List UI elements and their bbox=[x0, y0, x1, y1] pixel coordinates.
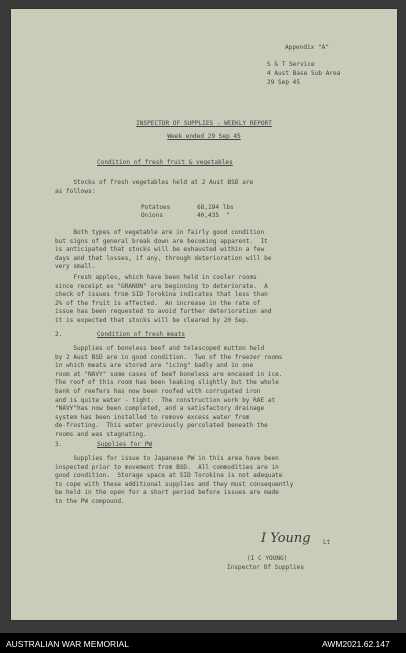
text-line: by 2 Aust BSD are in good condition. Two of the freezer rooms bbox=[55, 353, 283, 361]
document-page bbox=[11, 9, 397, 620]
signature-rank: Lt bbox=[323, 539, 331, 546]
text-line: Supplies of boneless beef and telescoped mutton held bbox=[55, 345, 265, 352]
text-line: it is expected that stocks will be cleared by 20 Sep. bbox=[55, 317, 250, 324]
unit-line-2: 4 Aust Base Sub Area bbox=[267, 70, 341, 77]
stock-qty-potatoes: 68,194 lbs bbox=[197, 204, 234, 211]
archive-footer bbox=[0, 633, 406, 653]
signatory-name: (I C YOUNG) bbox=[247, 555, 288, 562]
stock-qty-onions: 40,435 " bbox=[197, 212, 231, 219]
text-line: very small. bbox=[55, 263, 96, 271]
header-date: 29 Sep 45 bbox=[267, 79, 301, 86]
text-line: Stocks of fresh vegetables held at 2 Aust BSD are bbox=[55, 179, 254, 186]
section-3-number: 3. bbox=[55, 441, 63, 448]
text-line: to the PW compound. bbox=[55, 498, 125, 505]
text-line: 2% of the fruit is affected. An increase in the rate of bbox=[55, 299, 261, 307]
section-2-number: 2. bbox=[55, 331, 63, 338]
section-3-heading: Supplies for PW bbox=[97, 441, 153, 448]
text-line: inspected prior to movement from BSD. All commodities are in bbox=[55, 463, 279, 471]
text-line: "NAVY"has now been completed, and a satisfactory drainage bbox=[55, 405, 265, 413]
text-line: Both types of vegetable are in fairly good condition bbox=[55, 229, 265, 236]
text-line: issue has been requested to avoid further deterioration and bbox=[55, 308, 272, 316]
appendix-label: Appendix "A" bbox=[285, 44, 330, 51]
text-line: in which meats are stored are "icing" badly and in one bbox=[55, 362, 254, 370]
text-line: check of issues from SID Torokina indicates that less than bbox=[55, 291, 268, 299]
text-line: de-frosting. This water previously percolated beneath the bbox=[55, 422, 268, 430]
text-line: rooms and was stagnating. bbox=[55, 431, 147, 438]
handwritten-signature: I Young bbox=[261, 531, 311, 546]
signatory-title: Inspector Of Supplies bbox=[227, 564, 305, 571]
footer-archive-name: AUSTRALIAN WAR MEMORIAL bbox=[6, 639, 129, 649]
text-line: Supplies for issue to Japanese PW in this area have been bbox=[55, 455, 279, 462]
footer-accession-number: AWM2021.62.147 bbox=[322, 639, 390, 649]
section-2-heading: Condition of fresh meats bbox=[97, 331, 186, 338]
text-line: The roof of this room has been leaking slightly but the whole bbox=[55, 379, 279, 387]
text-line: as follows: bbox=[55, 187, 96, 195]
section-1-heading: Condition of fresh fruit & vegetables bbox=[97, 159, 233, 166]
text-line: to cope with these additional supplies and they must consequently bbox=[55, 480, 294, 488]
unit-line-1: S & T Service bbox=[267, 61, 315, 68]
text-line: is anticipated that stocks will be exhausted within a few bbox=[55, 246, 265, 254]
text-line: but signs of general break down are becoming apparent. It bbox=[55, 237, 268, 245]
text-line: since receipt ex "GRANON" are beginning to deteriorate. A bbox=[55, 282, 268, 290]
text-line: good condition. Storage space at SID Torokina is not adequate bbox=[55, 472, 283, 480]
stock-item-onions: Onions bbox=[141, 212, 164, 219]
text-line: and is quite water - tight. The construction work by RAE at bbox=[55, 396, 276, 404]
text-line: Fresh apples, which have been held in cooler rooms bbox=[55, 274, 257, 281]
stock-item-potatoes: Potatoes bbox=[141, 204, 171, 211]
text-line: system has been installed to remove excess water from bbox=[55, 413, 250, 421]
text-line: room at "NAVY" some cases of beef boneless are encased in ice. bbox=[55, 370, 283, 378]
text-line: bank of reefers has now been roofed with corrugated iron bbox=[55, 388, 261, 395]
text-line: be held in the open for a short period before issues are made bbox=[55, 489, 279, 497]
text-line: days and that losses, if any, through deterioration will be bbox=[55, 254, 272, 262]
week-ended: Week ended 29 Sep 45 bbox=[167, 133, 241, 140]
report-title: INSPECTOR OF SUPPLIES - WEEKLY REPORT bbox=[136, 120, 272, 127]
